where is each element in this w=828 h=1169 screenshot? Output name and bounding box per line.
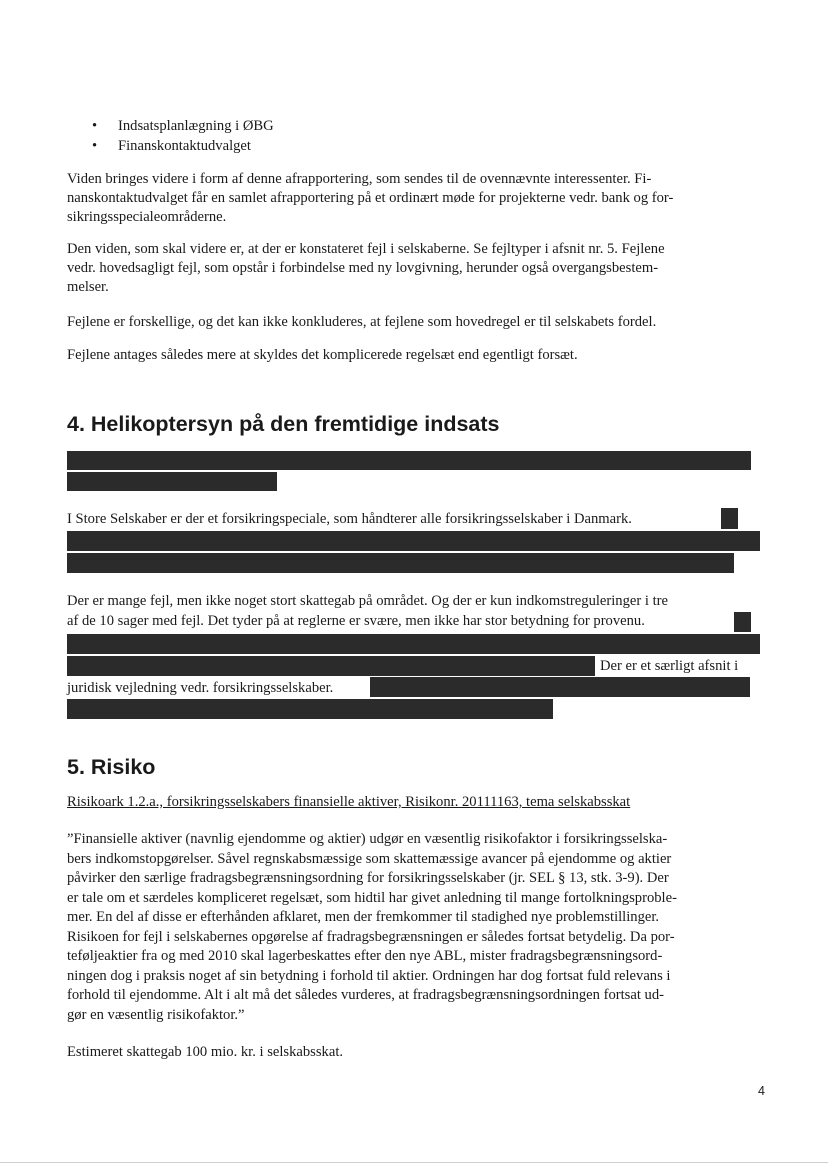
quote-line: teføljeaktier fra og med 2010 skal lagerbeskattes efter den nye ABL, mister fradragsbegrænsningsord- (67, 948, 663, 964)
quote-line: mer. En del af disse er efterhånden afklaret, men der fremkommer til stadighed nye problemstillinger. (67, 909, 660, 925)
paragraph-line: melser. (67, 279, 109, 295)
section-4-paragraph: I Store Selskaber er der et forsikringspeciale, som håndterer alle forsikringsselskaber i Danmark. (67, 511, 632, 527)
estimate-text: Estimeret skattegab 100 mio. kr. i selskabsskat. (67, 1044, 344, 1060)
section-5-heading: 5. Risiko (67, 755, 156, 779)
bullet-item-2: Finanskontaktudvalget (118, 138, 251, 154)
section-4-paragraph: af de 10 sager med fejl. Det tyder på at reglerne er svære, men ikke har stor betydning for provenu. (67, 613, 645, 629)
quote-line: forhold til ejendomme. Alt i alt må det således vurderes, at fradragsbegrænsningsordningen fortsat ud- (67, 987, 664, 1003)
paragraph-line: vedr. hovedsagligt fejl, som opstår i forbindelse med ny lovgivning, herunder også overgangsbestem- (67, 260, 659, 276)
quote-line: påvirker den særlige fradragsbegrænsningsordning for forsikringsselskaber (jr. SEL § 13, stk. 3-9). Der (67, 870, 669, 886)
redaction-block (67, 553, 734, 573)
quote-line: er tale om et særdeles kompliceret regelsæt, som hidtil har givet anledning til mange fortolkningsproble- (67, 890, 677, 906)
redaction-block (721, 508, 738, 529)
quote-line: bers indkomstopgørelser. Såvel regnskabsmæssige som skattemæssige avancer på ejendomme og aktier (67, 851, 672, 867)
section-4-paragraph: Der er mange fejl, men ikke noget stort skattegab på området. Og der er kun indkomstreguleringer i tre (67, 593, 668, 609)
page-bottom-edge (0, 1162, 828, 1163)
paragraph-line: nanskontaktudvalget får en samlet afrapportering på et ordinært møde for projekterne vedr. bank og for- (67, 190, 674, 206)
redaction-block (67, 451, 751, 470)
redaction-block (67, 656, 595, 676)
redaction-block (67, 634, 760, 654)
quote-line: Risikoen for fejl i selskabernes opgørelse af fradragsbegrænsningen er således fortsat betydelig. Da por- (67, 929, 675, 945)
bullet-item-1: Indsatsplanlægning i ØBG (118, 118, 274, 134)
redaction-block (67, 531, 760, 551)
section-4-paragraph: Der er et særligt afsnit i (600, 658, 739, 674)
paragraph-line: sikringsspecialeområderne. (67, 209, 227, 225)
paragraph-line: Den viden, som skal videre er, at der er konstateret fejl i selskaberne. Se fejltyper i afsnit nr. 5. Fejlene (67, 241, 665, 257)
redaction-block (734, 612, 751, 632)
paragraph-line: Fejlene antages således mere at skyldes det komplicerede regelsæt end egentligt forsæt. (67, 347, 578, 363)
quote-line: gør en væsentlig risikofaktor.” (67, 1007, 245, 1023)
paragraph-line: Viden bringes videre i form af denne afrapportering, som sendes til de ovennævnte interessenter. Fi- (67, 171, 652, 187)
paragraph-line: Fejlene er forskellige, og det kan ikke konkluderes, at fejlene som hovedregel er til selskabets fordel. (67, 314, 657, 330)
bullet-marker: • (92, 138, 98, 154)
redaction-block (370, 677, 750, 697)
page-number: 4 (758, 1084, 765, 1098)
bullet-marker: • (92, 118, 98, 134)
section-4-paragraph: juridisk vejledning vedr. forsikringsselskaber. (67, 680, 334, 696)
redaction-block (67, 472, 277, 491)
redaction-block (67, 699, 553, 719)
section-4-heading: 4. Helikoptersyn på den fremtidige indsats (67, 412, 500, 436)
quote-line: ningen dog i praksis noget af sin betydning i forhold til aktier. Ordningen har dog fortsat fuld relevans i (67, 968, 671, 984)
risk-reference-link[interactable]: Risikoark 1.2.a., forsikringsselskabers finansielle aktiver, Risikonr. 20111163, tema selskabsskat (67, 794, 631, 810)
quote-line: ”Finansielle aktiver (navnlig ejendomme og aktier) udgør en væsentlig risikofaktor i forsikringsselska- (67, 831, 668, 847)
